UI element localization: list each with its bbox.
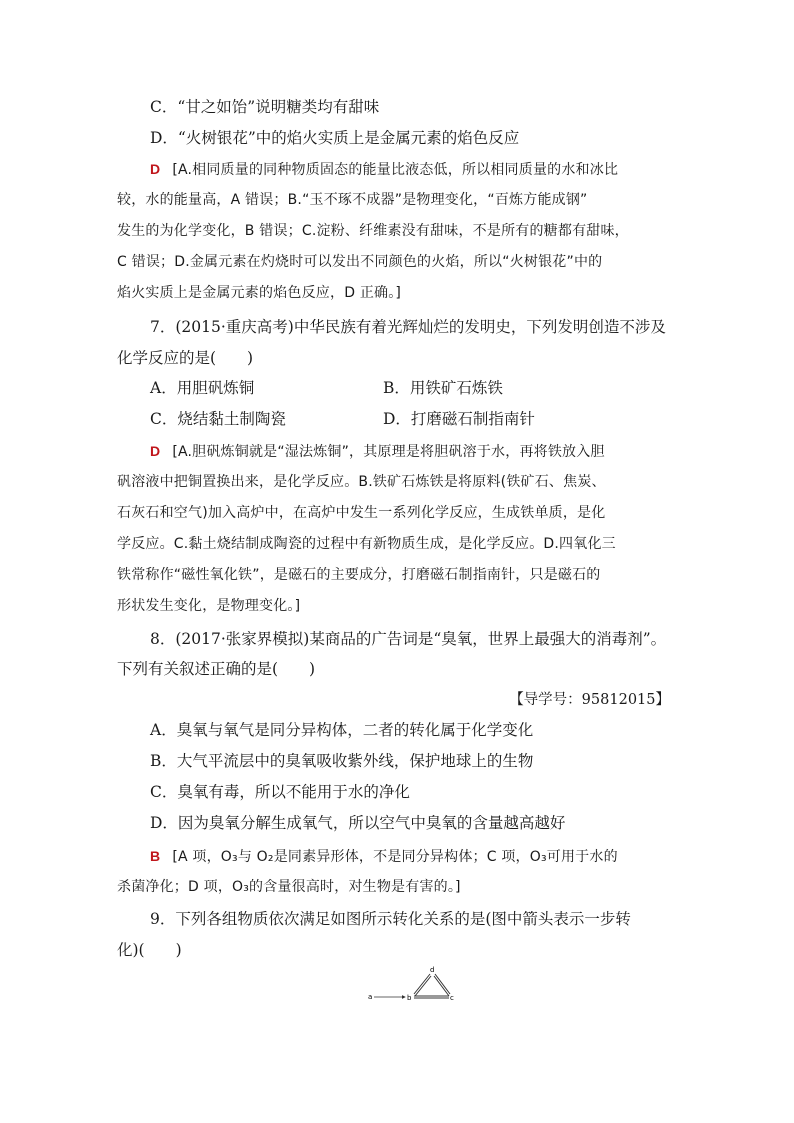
diagram-node-c: c bbox=[450, 994, 454, 1002]
arrow-d-to-c-double bbox=[434, 976, 449, 996]
q8-option-a: A．臭氧与氧气是同分异构体，二者的转化属于化学变化 bbox=[150, 721, 534, 739]
arrow-b-to-d-double bbox=[415, 976, 431, 996]
q7-explanation-6: 形状发生变化，是物理变化。] bbox=[117, 598, 301, 614]
q9-transformation-diagram bbox=[368, 962, 464, 1006]
q7-explanation-4: 学反应。C.黏土烧结制成陶瓷的过程中有新物质生成，是化学反应。D.四氧化三 bbox=[117, 536, 616, 552]
q6-explanation-3: 发生的为化学变化，B 错误；C.淀粉、纤维素没有甜味，不是所有的糖都有甜味， bbox=[117, 223, 629, 239]
q6-option-d: D．“火树银花”中的焰火实质上是金属元素的焰色反应 bbox=[150, 129, 520, 147]
q8-answer-line-1 bbox=[150, 845, 618, 868]
q8-option-b: B．大气平流层中的臭氧吸收紫外线，保护地球上的生物 bbox=[150, 752, 534, 770]
q8-stem-2: 下列有关叙述正确的是( ) bbox=[117, 660, 316, 678]
q7-stem-2: 化学反应的是( ) bbox=[117, 349, 254, 367]
q6-explanation-1: [A.相同质量的同种物质固态的能量比液态低，所以相同质量的水和冰比 bbox=[172, 162, 619, 178]
q7-explanation-1: [A.胆矾炼铜就是“湿法炼铜”，其原理是将胆矾溶于水，再将铁放入胆 bbox=[172, 444, 605, 460]
q6-answer-line-1 bbox=[150, 158, 618, 181]
q8-stem-1: 8．(2017·张家界模拟)某商品的广告词是“臭氧，世界上最强大的消毒剂”。 bbox=[150, 630, 667, 648]
q7-explanation-3: 石灰石和空气)加入高炉中，在高炉中发生一系列化学反应，生成铁单质，是化 bbox=[117, 505, 606, 521]
q7-explanation-2: 矾溶液中把铜置换出来，是化学反应。B.铁矿石炼铁是将原料(铁矿石、焦炭、 bbox=[117, 474, 606, 490]
q7-stem-1: 7．(2015·重庆高考)中华民族有着光辉灿烂的发明史，下列发明创造不涉及 bbox=[150, 318, 666, 336]
q7-explanation-5: 铁常称作“磁性氧化铁”，是磁石的主要成分，打磨磁石制指南针，只是磁石的 bbox=[117, 567, 601, 583]
arrow-b-to-d bbox=[414, 974, 430, 994]
q6-option-c: C．“甘之如饴”说明糖类均有甜味 bbox=[150, 98, 380, 116]
q7-option-b: B．用铁矿石炼铁 bbox=[383, 379, 503, 397]
q7-option-d: D．打磨磁石制指南针 bbox=[383, 410, 535, 428]
q7-answer-letter: D bbox=[150, 443, 161, 459]
diagram-node-a: a bbox=[368, 993, 373, 1001]
q8-reference-number: 【导学号：95812015】 bbox=[509, 692, 670, 708]
q6-explanation-4: C 错误；D.金属元素在灼烧时可以发出不同颜色的火焰，所以“火树银花”中的 bbox=[117, 254, 603, 270]
q6-explanation-5: 焰火实质上是金属元素的焰色反应，D 正确。] bbox=[117, 285, 402, 301]
arrow-d-to-c bbox=[435, 974, 450, 994]
q7-answer-line-1 bbox=[150, 440, 605, 463]
q9-stem-2: 化)( ) bbox=[117, 941, 182, 959]
diagram-node-d: d bbox=[430, 966, 435, 974]
q8-answer-letter: B bbox=[150, 848, 161, 864]
q7-option-c: C．烧结黏土制陶瓷 bbox=[150, 410, 286, 428]
q6-answer-letter: D bbox=[150, 161, 161, 177]
q7-option-a: A．用胆矾炼铜 bbox=[150, 379, 255, 397]
q8-explanation-1: [A 项，O₃与 O₂是同素异形体，不是同分异构体；C 项，O₃可用于水的 bbox=[172, 849, 618, 865]
diagram-node-b: b bbox=[407, 994, 412, 1002]
q8-option-c: C．臭氧有毒，所以不能用于水的净化 bbox=[150, 783, 410, 801]
q6-explanation-2: 较，水的能量高，A 错误；B.“玉不琢不成器”是物理变化，“百炼方能成钢” bbox=[117, 192, 588, 208]
q8-explanation-2: 杀菌净化；D 项，O₃的含量很高时，对生物是有害的。] bbox=[117, 879, 461, 895]
q9-stem-1: 9．下列各组物质依次满足如图所示转化关系的是(图中箭头表示一步转 bbox=[150, 910, 631, 928]
q8-option-d: D．因为臭氧分解生成氧气，所以空气中臭氧的含量越高越好 bbox=[150, 814, 566, 832]
